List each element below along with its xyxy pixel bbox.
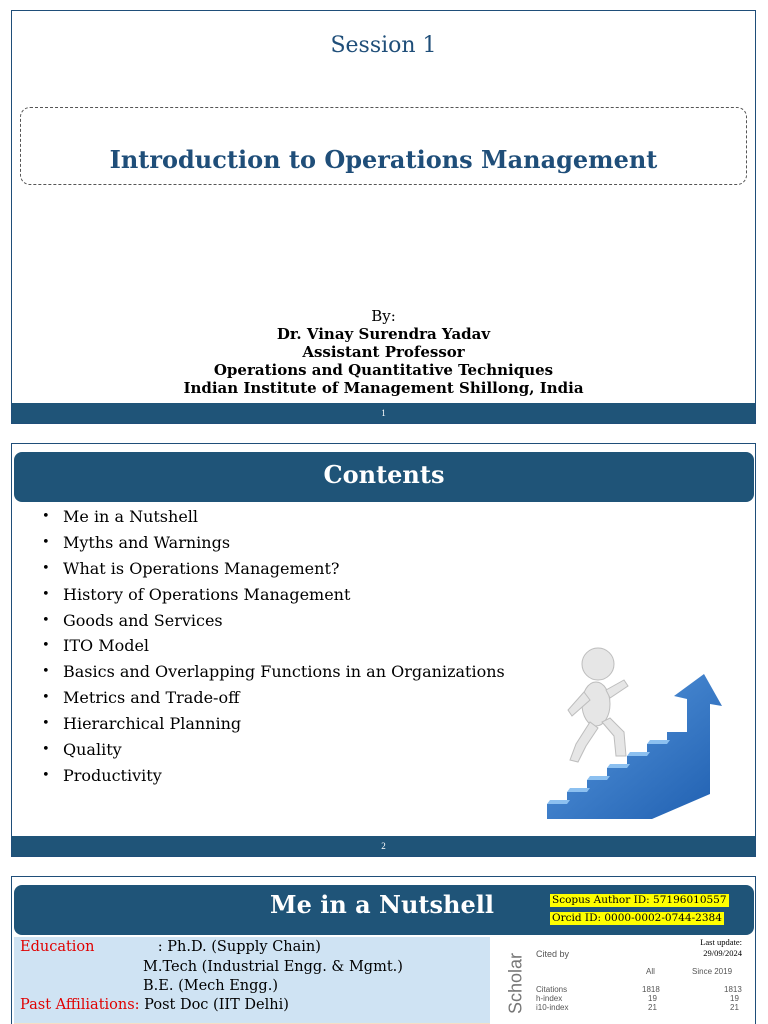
bullet: • [42,586,50,602]
list-item: • Hierarchical Planning [42,714,242,734]
author-department: Operations and Quantitative Techniques [213,361,554,379]
last-update: Last update: 29/09/2024 [700,937,742,958]
education-phd: Ph.D. (Supply Chain) [167,939,321,955]
list-item: • Productivity [42,765,162,785]
bullet: • [42,612,50,628]
session-label: Session 1 [330,33,437,58]
list-item: • What is Operations Management? [42,558,340,578]
bullet: • [42,560,50,576]
bullet: • [42,742,50,758]
row-all: 1818 [642,985,660,994]
page-number: 1 [381,408,386,418]
author-block [12,307,755,397]
nutshell-title: Me in a Nutshell [270,890,494,919]
list-item: • History of Operations Management [42,584,351,604]
figure-person [568,648,628,762]
bullet: • [42,509,50,524]
list-item: • ITO Model [42,636,150,656]
bullet: • [42,664,50,680]
bullet: • [42,767,50,783]
col-all: All [646,967,655,976]
education-be: B.E. (Mech Engg.) [143,978,278,994]
list-item: • Metrics and Trade-off [42,688,240,708]
slide-title: Introduction to Operations Management [109,145,658,174]
slide-1 [11,10,756,424]
education-panel [14,937,490,1023]
list-item: • Quality [42,740,122,760]
col-since: Since 2019 [692,967,733,976]
cited-by-label: Cited by [536,949,570,959]
list-item: • Basics and Overlapping Functions in an Organizations [42,662,505,682]
bullet: • [42,638,50,654]
row-label: Citations [536,985,568,994]
list-item: • Myths and Warnings [42,532,231,552]
row-all: 19 [648,994,657,1003]
bullet: • [42,690,50,706]
row-label: h-index [536,994,563,1003]
bullet: • [42,534,50,550]
list-item: • Me in a Nutshell [42,507,199,526]
row-since: 21 [730,1003,739,1012]
scopus-id: Scopus Author ID: 57196010557 [552,894,727,906]
past-affiliations-label: Past Affiliations: [20,997,140,1013]
slide-footer [12,836,755,856]
orcid-id: Orcid ID: 0000-0002-0744-2384 [552,912,722,924]
education-mtech: M.Tech (Industrial Engg. & Mgmt.) [143,959,403,975]
education-sep: : [157,939,163,955]
bullet: • [42,716,50,732]
by-label: By: [371,307,396,325]
scholar-citations-widget [494,937,756,1024]
author-institute: Indian Institute of Management Shillong, India [183,379,584,397]
author-name: Dr. Vinay Surendra Yadav [276,325,491,343]
education-label: Education [20,939,95,955]
slide-footer [12,403,755,423]
page-number: 2 [381,841,386,851]
contents-title: Contents [323,460,445,489]
slide-2 [11,443,756,857]
slide-3 [11,876,756,1024]
contents-list [42,506,505,791]
author-position: Assistant Professor [302,343,465,361]
stairs-climber-illustration [532,644,722,829]
row-all: 21 [648,1003,657,1012]
row-since: 19 [730,994,739,1003]
contents-header [14,452,754,502]
stairs-shape [547,674,722,819]
scholar-brand: Scholar [505,952,526,1015]
row-since: 1813 [724,985,742,994]
list-item: • Goods and Services [42,610,223,630]
row-label: i10-index [536,1003,569,1012]
past-affiliations-value: Post Doc (IIT Delhi) [144,997,289,1013]
